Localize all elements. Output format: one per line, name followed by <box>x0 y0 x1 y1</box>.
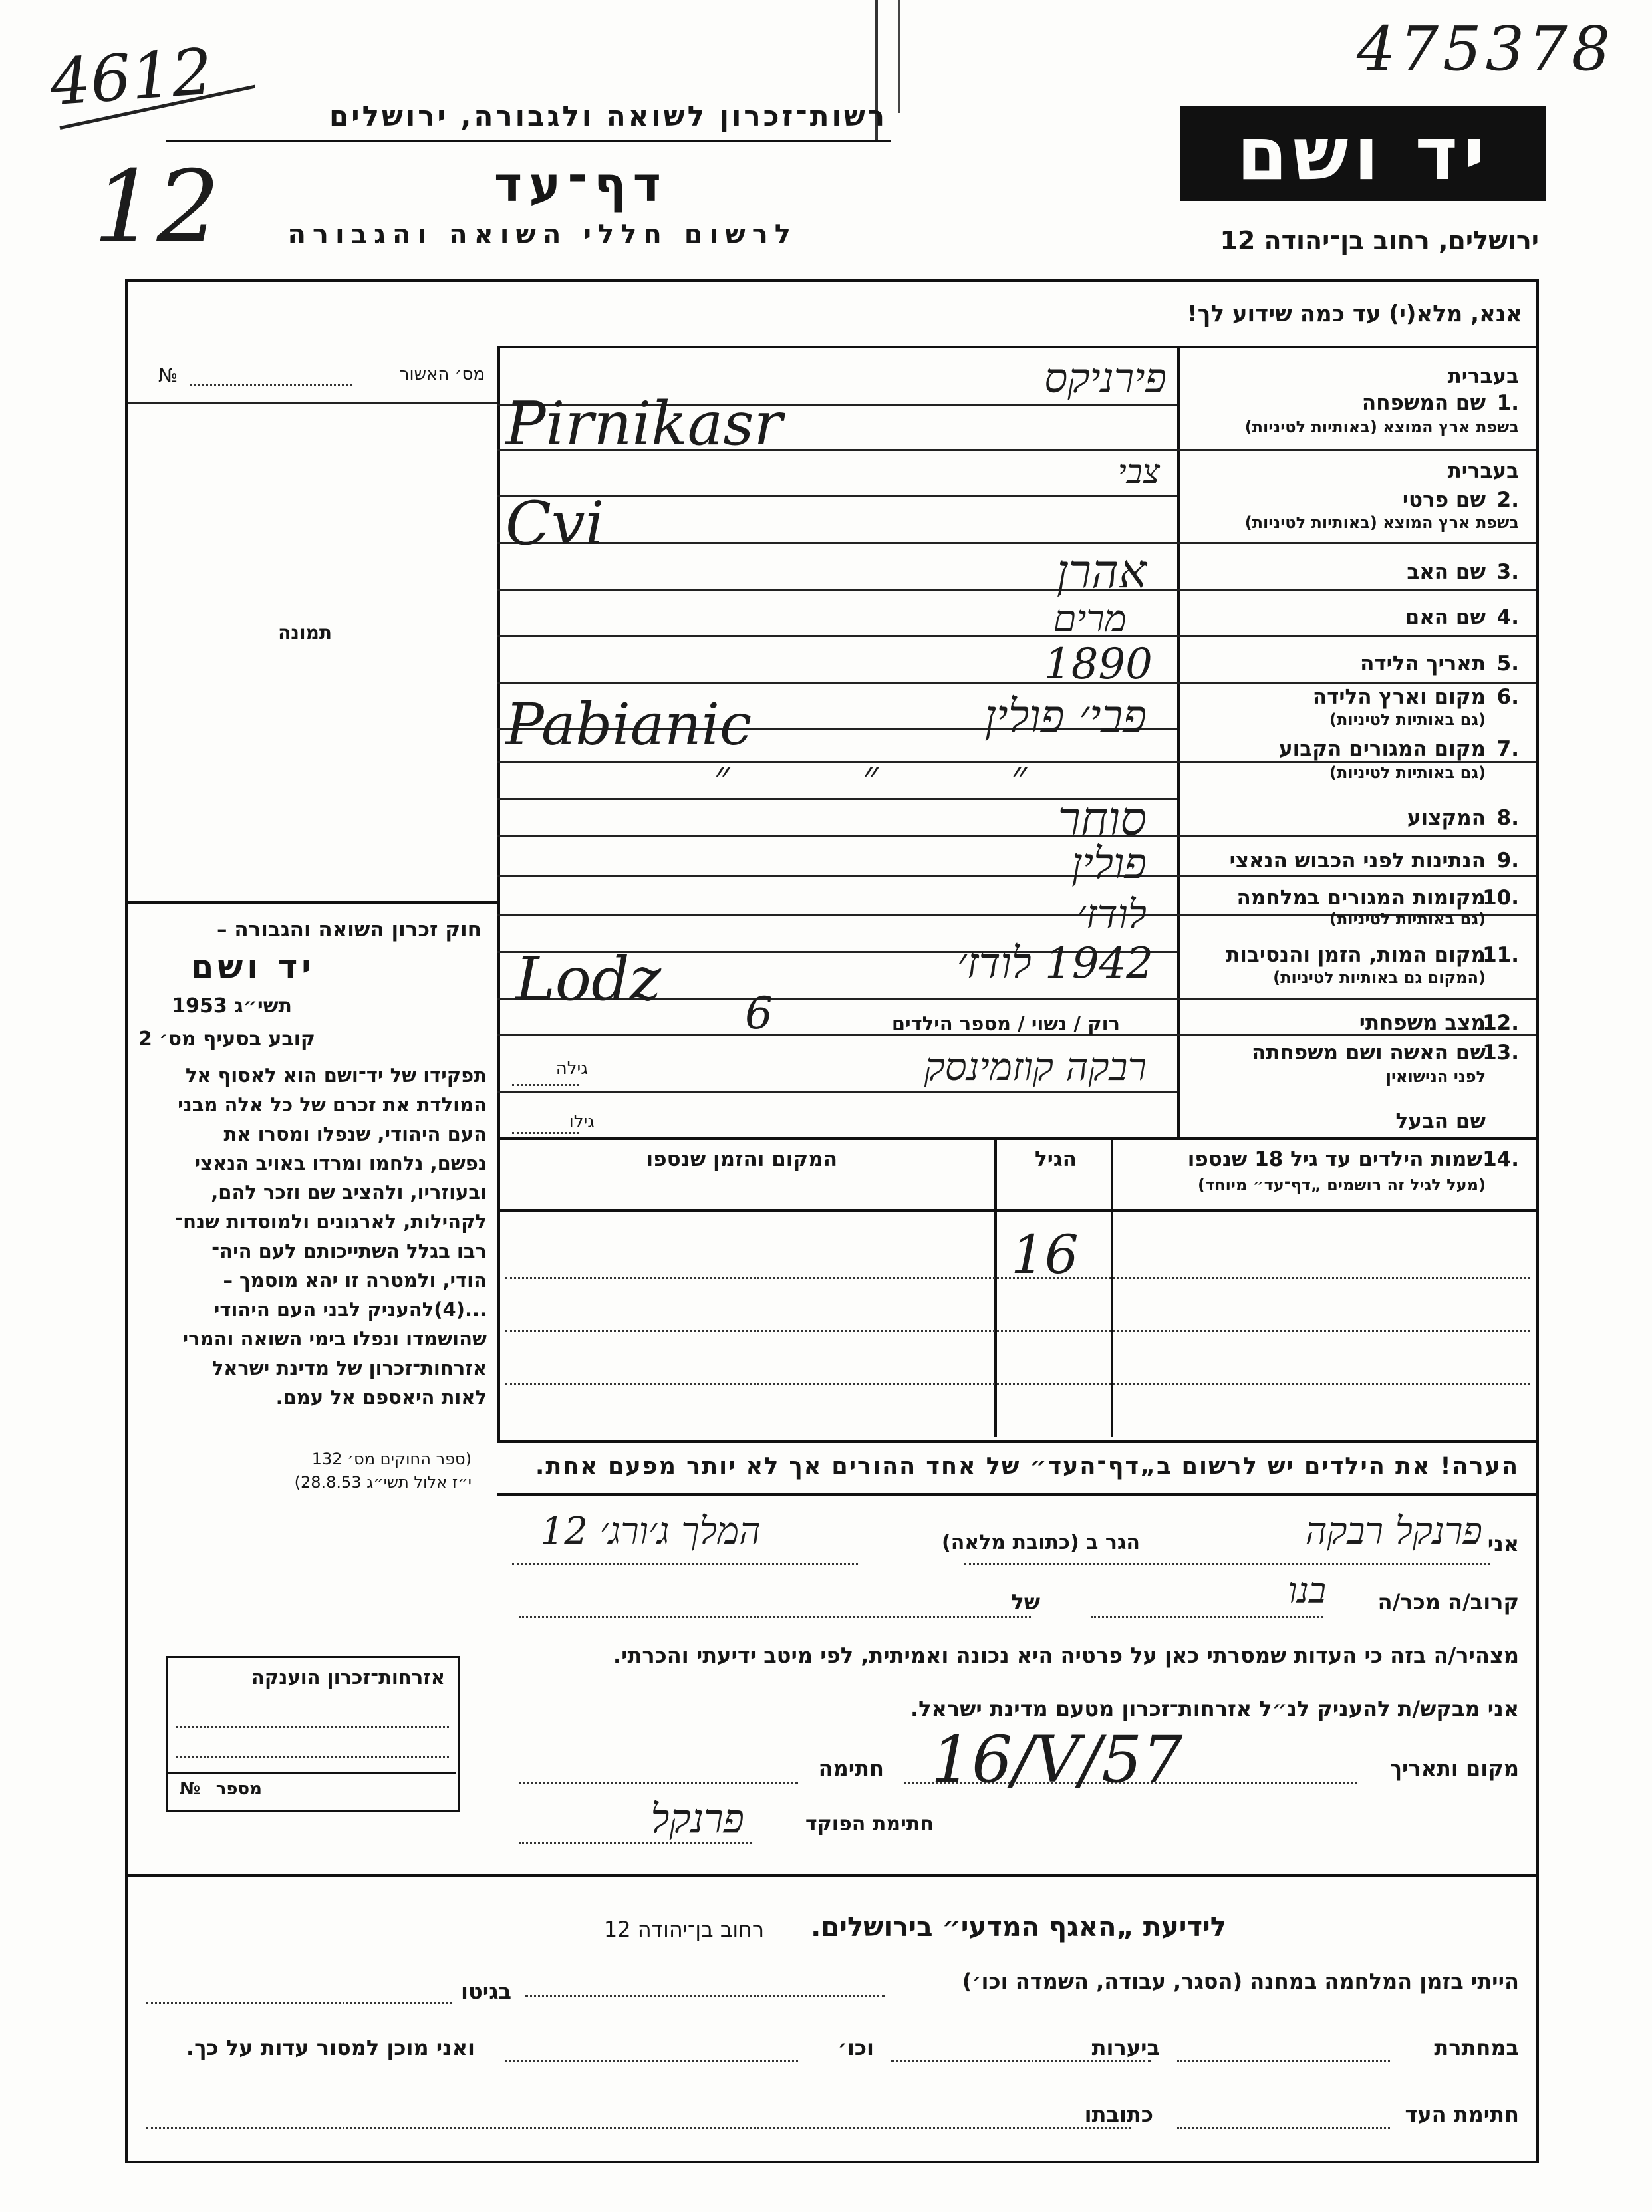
hebrew-label-1: בעברית <box>1447 364 1519 388</box>
death-place-hebrew-value[interactable]: 1942 לודז׳ <box>956 939 1153 988</box>
footer-witness-address-field[interactable] <box>146 2127 1131 2129</box>
footer-heading: לידיעת „האגף המדעי״ בירושלים. <box>811 1912 1226 1943</box>
field-8-label: המקצוע <box>1407 806 1486 830</box>
logo-text: יד ושם <box>1236 111 1490 196</box>
declarant-address-label: הגר ב (כתובת מלאה) <box>941 1531 1140 1554</box>
children-col-age: הגיל <box>1034 1147 1077 1171</box>
citizenship-line <box>176 1756 449 1758</box>
declarant-name-value[interactable]: פרנקל רבקה <box>1305 1510 1482 1553</box>
marital-options: רוק / נשוי / מספר הילדים <box>891 1012 1120 1035</box>
law-line: לקהילות, לארגונים ולמוסדות שנח־ <box>175 1210 487 1233</box>
intro-text: אנא, מלא(י) עד כמה שידוע לך! <box>1187 301 1522 327</box>
footer-ghetto-field[interactable] <box>146 2002 452 2004</box>
field-11-sub: (המקום גם באותיות לטיניות) <box>1273 968 1486 987</box>
form-subtitle: לרשום חללי השואה והגבורה <box>287 219 797 250</box>
header-underline <box>166 140 891 142</box>
field-5-label: תאריך הלידה <box>1360 652 1486 676</box>
birthplace-latin-value[interactable]: Pabianic <box>505 692 752 758</box>
row-line <box>497 1091 1177 1093</box>
law-line: ...(4)להעניק לבני העם היהודי <box>213 1298 487 1321</box>
declarant-i: אני <box>1487 1531 1519 1556</box>
relation-label: קרוב/ה מכר/ה <box>1377 1590 1519 1615</box>
field-6-num: 6. <box>1496 685 1519 709</box>
law-body <box>175 1061 487 1412</box>
field-1-num: 1. <box>1496 391 1519 415</box>
footer-witness-signature-label: חתימת העד <box>1405 2102 1519 2127</box>
field-6-sub: (גם באותיות לטיניות) <box>1329 710 1486 729</box>
row-line <box>497 542 1536 544</box>
signature-field[interactable] <box>519 1782 798 1784</box>
corner-code: 4612 <box>47 34 215 120</box>
law-name: יד ושם <box>190 948 315 986</box>
footer-divider <box>128 1874 1536 1877</box>
row-line <box>497 835 1536 837</box>
relation-field[interactable] <box>1091 1616 1323 1618</box>
citizenship-number-line <box>168 1772 456 1774</box>
photo-divider <box>128 901 497 904</box>
children-col-divider <box>994 1137 997 1437</box>
children-sub: (מעל לגיל זה רושמים „דף־עד״ מיוחד) <box>1198 1176 1486 1194</box>
children-col-place: המקום והזמן שנספו <box>646 1147 837 1171</box>
field-9-num: 9. <box>1496 849 1519 873</box>
relation-value[interactable]: בנו <box>1288 1570 1326 1611</box>
citizenship-title: אזרחות־זכרון הוענקה <box>251 1666 445 1689</box>
law-line: ובעוזריו, ולהציב שם וזכר להם, <box>211 1181 487 1204</box>
row-line <box>497 682 1536 684</box>
mother-name-value[interactable]: מרים <box>1053 597 1127 640</box>
law-year-1: תשי״ג 1953 <box>172 994 292 1018</box>
profession-value[interactable]: סוחר <box>1057 791 1147 846</box>
archive-number: 475378 <box>1357 13 1615 84</box>
approval-divider <box>128 402 497 404</box>
field-10-num: 10. <box>1482 886 1519 910</box>
footer-witness-address-label: כתובתו <box>1084 2102 1153 2127</box>
law-line: המולדת את זכרם של כל אלה מבני <box>178 1093 487 1116</box>
field-1-sub: בשפת ארץ המוצא (באותיות לטיניות) <box>1244 418 1519 436</box>
law-line: נפשם, נלחמו ומרדו באויב הנאצי <box>194 1152 487 1175</box>
children-num: 14. <box>1482 1147 1519 1171</box>
clerk-label: חתימת הפוקד <box>805 1812 934 1836</box>
note-text: הערה! את הילדים יש לרשום ב„דף־העד״ של אחד ההורים אך לא יותר מפעם אחת. <box>535 1453 1519 1480</box>
field-12-num: 12. <box>1482 1011 1519 1035</box>
hebrew-label-2: בעברית <box>1447 459 1519 483</box>
footer-underground-label: במחתרת <box>1434 2035 1519 2060</box>
children-label: שמות הילדים עד גיל 18 שנספו <box>1187 1147 1482 1171</box>
footer-address: רחוב בן־יהודה 12 <box>603 1917 764 1942</box>
label-column-divider <box>1177 346 1180 1137</box>
row-line <box>497 635 1536 637</box>
field-13-sub: לפני הנישואין <box>1385 1067 1486 1086</box>
yad-vashem-logo <box>1180 106 1546 201</box>
declaration-text: מצהיר/ה בזה כי העדות שמסרתי כאן על פרטיה היא נכונה ואמיתית, לפי מיטב ידיעתי והכרתי. <box>613 1643 1519 1668</box>
footer-underground-field[interactable] <box>1177 2060 1390 2062</box>
children-table-bottom <box>497 1440 1536 1443</box>
child-age-value[interactable]: 16 <box>1011 1224 1079 1286</box>
birth-date-value[interactable]: 1890 <box>1044 640 1153 689</box>
husband-age-label: גילו <box>569 1112 595 1132</box>
footer-willing-text: ואני מוכן למסור עדות על כך. <box>186 2035 475 2060</box>
law-line: אזרחות־זכרון של מדינת ישראל <box>211 1357 487 1379</box>
field-13-num: 13. <box>1482 1041 1519 1065</box>
husband-age-field[interactable] <box>512 1132 579 1134</box>
row-line <box>497 589 1536 591</box>
children-row-line <box>505 1330 1530 1332</box>
law-line: שהושמדו ונפלו בימי השואה והמרי <box>182 1327 487 1350</box>
wife-age-label: גילה <box>555 1059 588 1079</box>
citizenship-number-sign: № <box>180 1779 201 1799</box>
field-13-label: שם האשה ושם משפחתה <box>1252 1041 1486 1065</box>
approval-number-sign: № <box>158 364 178 386</box>
law-ref-1: (ספר החוקים מס׳ 132 <box>311 1450 472 1468</box>
note-divider <box>497 1493 1536 1496</box>
declarant-address-value[interactable]: המלך ג׳ורג׳ 12 <box>540 1510 761 1553</box>
wife-age-field[interactable] <box>512 1084 579 1086</box>
vertical-stroke <box>898 0 900 113</box>
field-3-num: 3. <box>1496 560 1519 584</box>
law-year-2: קובע בסעיף מס׳ 2 <box>138 1028 315 1051</box>
field-5-num: 5. <box>1496 652 1519 676</box>
field-8-num: 8. <box>1496 806 1519 830</box>
birthplace-hebrew-value[interactable]: פבי׳ פולין <box>984 690 1147 743</box>
footer-witness-signature-field[interactable] <box>1177 2127 1390 2129</box>
field-3-label: שם האב <box>1407 560 1486 584</box>
request-text: אני מבקש/ת להעניק לנ״ל אזרחות־זכרון מטעם מדינת ישראל. <box>910 1696 1519 1721</box>
wife-name-value[interactable]: רבקה קוזמינסק <box>924 1044 1147 1089</box>
approval-label: מס׳ האשור <box>399 364 485 384</box>
field-7-label: מקום המגורים הקבוע <box>1279 737 1486 761</box>
of-label: של <box>1011 1590 1040 1615</box>
clerk-signature-value[interactable]: פרנקל <box>650 1796 744 1842</box>
intro-divider <box>497 346 1536 348</box>
residence-value[interactable]: ״ ״ ״ <box>714 752 1087 800</box>
header-address: ירושלים, רחוב בן־יהודה 12 <box>1220 226 1539 255</box>
footer-etc-label: וכו׳ <box>837 2035 874 2060</box>
field-4-label: שם האם <box>1405 605 1486 629</box>
footer-forests-label: ביערות <box>1091 2035 1160 2060</box>
children-row-line <box>505 1383 1530 1385</box>
footer-camp-label: הייתי בזמן המלחמה במחנה (הסגר, עבודה, השמדה וכו׳) <box>962 1969 1519 1994</box>
field-9-label: הנתינות לפני הכבוש הנאצי <box>1229 849 1486 873</box>
declarant-name-field[interactable] <box>964 1563 1490 1565</box>
wartime-residence-value[interactable]: לודז׳ <box>1077 891 1147 938</box>
children-count-value[interactable]: 6 <box>745 988 773 1039</box>
footer-ghetto-label: בגיטו <box>461 1979 511 2004</box>
footer-camp-field[interactable] <box>525 1995 885 1997</box>
surname-latin-value[interactable]: Pirnikasr <box>505 389 783 459</box>
surname-hebrew-value[interactable]: פירניקס <box>1043 354 1167 402</box>
footer-forests-field[interactable] <box>891 2060 1151 2062</box>
field-11-label: מקום המות, הזמן והנסיבות <box>1226 943 1486 967</box>
of-field[interactable] <box>519 1616 1031 1618</box>
footer-etc-field[interactable] <box>505 2060 798 2062</box>
nationality-value[interactable]: פולין <box>1071 839 1147 889</box>
folder-number: 12 <box>93 150 220 265</box>
signature-label: חתימה <box>818 1756 884 1781</box>
law-heading: חוק זכרון השואה והגבורה – <box>217 918 482 942</box>
field-2-sub: בשפת ארץ המוצא (באותיות לטיניות) <box>1244 513 1519 532</box>
husband-label: שם הבעל <box>1395 1109 1486 1133</box>
photo-label: תמונה <box>278 622 332 644</box>
citizenship-number-label: מספר <box>215 1779 262 1799</box>
date-value[interactable]: 16/V/57 <box>931 1723 1183 1797</box>
father-name-value[interactable]: אהרן <box>1056 544 1147 599</box>
law-line: העם היהודי, שנפלו ומסרו את <box>223 1123 487 1145</box>
law-line: תפקידו של יד־ושם הוא לאסוף אל <box>185 1064 487 1087</box>
field-2-num: 2. <box>1496 488 1519 512</box>
law-ref-2: י״ז אלול תשי״ג 28.8.53) <box>294 1473 472 1492</box>
field-2-label: שם פרטי <box>1402 488 1486 512</box>
field-1-label: שם המשפחה <box>1361 391 1486 415</box>
field-10-label: מקומות המגורים במלחמה <box>1236 886 1486 910</box>
law-line: הודי, ולמטרה זו יהא מוסמך – <box>223 1269 487 1292</box>
approval-field[interactable] <box>190 384 352 386</box>
law-line: לאות היאספם אל עמם. <box>275 1386 487 1409</box>
field-7-sub: (גם באותיות לטיניות) <box>1329 763 1486 782</box>
field-11-num: 11. <box>1482 943 1519 967</box>
row-line <box>497 875 1536 877</box>
citizenship-line <box>176 1726 449 1728</box>
place-date-label: מקום ותאריך <box>1389 1756 1519 1781</box>
death-place-latin-value[interactable]: Lodz <box>515 944 661 1014</box>
firstname-latin-value[interactable]: Cvi <box>505 489 605 559</box>
children-header-line <box>497 1209 1536 1212</box>
field-10-sub: (גם באותיות לטיניות) <box>1329 910 1486 928</box>
row-line <box>497 1137 1536 1140</box>
form-title: דף־עד <box>493 156 668 212</box>
field-12-label: מצב משפחתי <box>1359 1011 1486 1035</box>
law-line: רבו בגלל השתייכותם לעם היה־ <box>211 1240 487 1262</box>
clerk-field[interactable] <box>519 1842 752 1844</box>
field-4-num: 4. <box>1496 605 1519 629</box>
children-col-divider <box>1111 1137 1113 1437</box>
declarant-address-field[interactable] <box>512 1563 858 1565</box>
left-column-divider <box>497 346 500 1440</box>
firstname-hebrew-value[interactable]: צבי <box>1117 452 1160 491</box>
header-authority: רשות־זכרון לשואה ולגבורה, ירושלים <box>329 100 887 132</box>
field-7-num: 7. <box>1496 737 1519 761</box>
field-6-label: מקום וארץ הלידה <box>1312 685 1486 709</box>
